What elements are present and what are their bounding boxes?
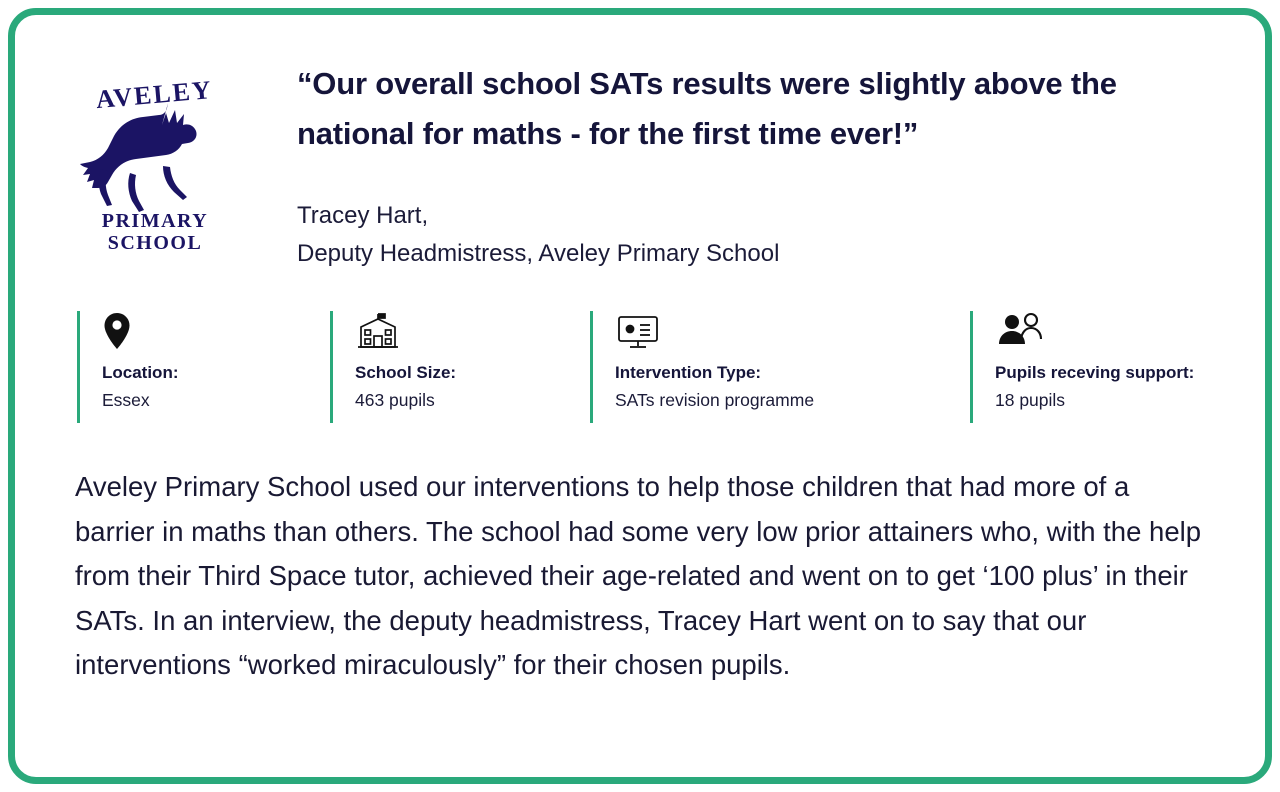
stat-value: 18 pupils — [995, 390, 1066, 410]
attribution-name: Tracey Hart, — [297, 202, 429, 229]
pull-quote: “Our overall school SATs results were slightly above the national for maths - for the first time ever!” — [297, 66, 1117, 151]
attribution-role: Deputy Headmistress, Aveley Primary School — [297, 240, 780, 268]
stat-value: Essex — [102, 390, 150, 410]
case-study-body: Aveley Primary School used our interventions to help those children that had more of a barrier in maths than others. The school had some very low prior attainers who, with the help from their Third Space tutor, achieved their age-related and went on to get ‘100 plus’ in their SATs. In an interview, the deputy headmistress, Tracey Hart went on to say that our interventions “worked miraculously” for their chosen pupils. — [75, 471, 1202, 681]
case-study-card — [8, 8, 1272, 784]
two-people-icon — [995, 311, 1220, 355]
quote-attribution — [297, 197, 1237, 274]
stat-value: 463 pupils — [355, 390, 435, 410]
svg-text:AVELEY: AVELEY — [94, 74, 214, 115]
aveley-primary-school-logo — [70, 67, 240, 252]
stat-label: School Size: — [355, 363, 457, 382]
stat-label: Pupils receving support: — [995, 363, 1195, 382]
stat-value: SATs revision programme — [615, 390, 815, 410]
stats-strip — [77, 311, 1217, 426]
school-building-icon — [355, 311, 580, 355]
svg-text:PRIMARY: PRIMARY — [101, 210, 209, 232]
stat-school-size — [330, 311, 580, 423]
location-pin-icon — [102, 311, 327, 355]
stat-location — [77, 311, 327, 423]
stat-label: Location: — [102, 363, 179, 382]
stat-pupils-receiving-support — [970, 311, 1220, 423]
svg-text:SCHOOL: SCHOOL — [107, 232, 203, 252]
stat-label: Intervention Type: — [615, 363, 762, 382]
stat-intervention-type — [590, 311, 960, 423]
whiteboard-presentation-icon — [615, 311, 960, 355]
